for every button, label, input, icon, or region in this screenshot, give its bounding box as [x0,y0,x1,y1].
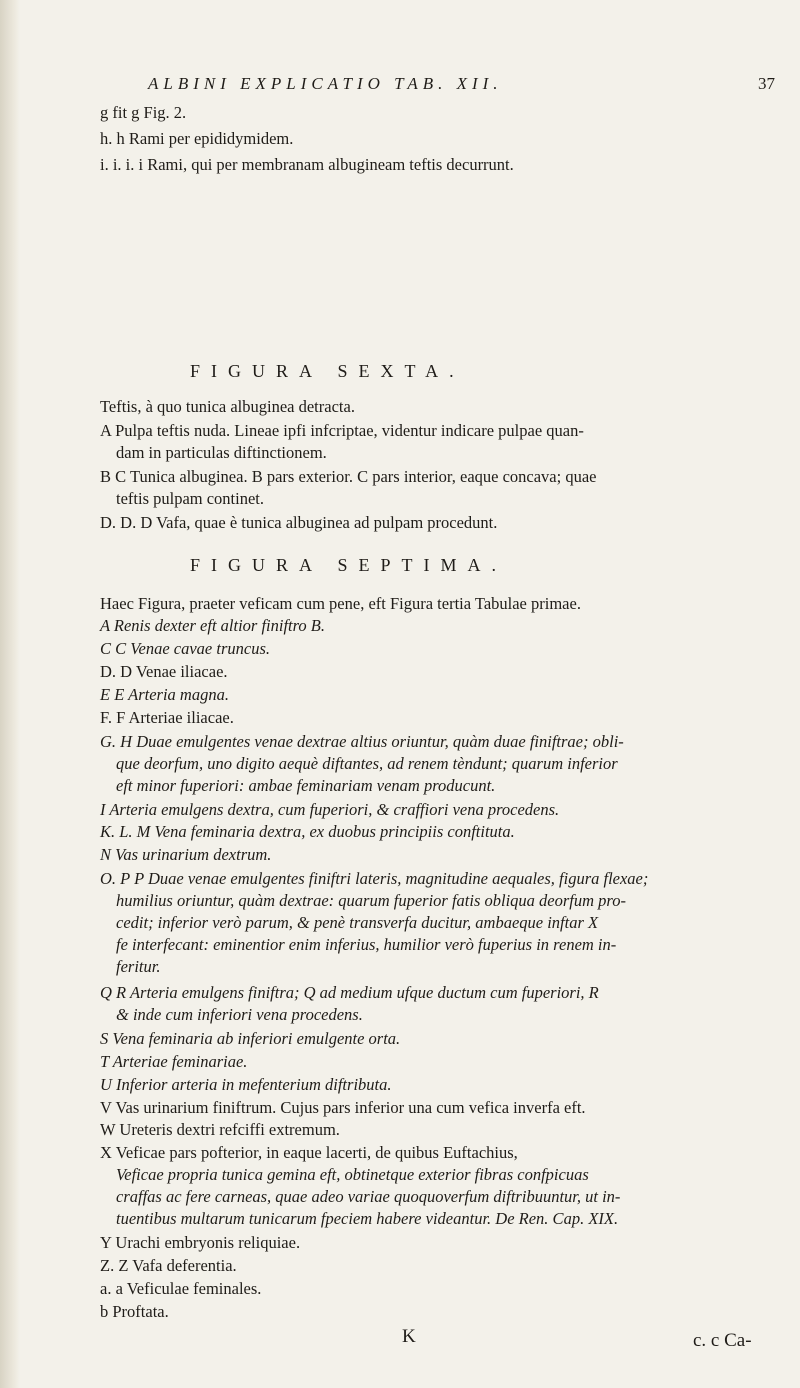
text-line: fe interfecant: eminentior enim inferius, humilior verò fuperius in renem in- [116,935,617,954]
text-line: F. F Arteriae iliacae. [100,708,234,727]
text-line: V Vas urinarium finiftrum. Cujus pars inferior una cum vefica inverfa eft. [100,1098,586,1117]
text-line: C C Venae cavae truncus. [100,639,271,658]
figura-septima-heading: FIGURA SEPTIMA. [190,555,508,575]
text-line: dam in particulas diftinctionem. [116,443,327,462]
text-line: O. P P Duae venae emulgentes finiftri lateris, magnitudine aequales, figura flexae; [100,869,649,888]
text-line: D. D Venae iliacae. [100,662,228,681]
text-line: X Veficae pars pofterior, in eaque lacerti, de quibus Euftachius, [100,1143,518,1162]
text-line: tuentibus multarum tunicarum fpeciem habere videantur. De Ren. Cap. XIX. [116,1209,619,1228]
text-line: teftis pulpam continet. [116,489,265,508]
text-line: A Pulpa teftis nuda. Lineae ipfi infcriptae, videntur indicare pulpae quan- [100,421,584,440]
text-line: a. a Veficulae feminales. [100,1279,262,1298]
text-line: que deorfum, uno digito aequè diftantes, ad renem tèndunt; quarum inferior [116,754,618,773]
text-line: b Proftata. [100,1302,169,1321]
text-line: eft minor fuperiori: ambae feminariam venam producunt. [116,776,496,795]
page-number: 37 [758,74,775,93]
text-line: i. i. i. i Rami, qui per membranam albugineam teftis decurrunt. [100,155,514,174]
text-line: A Renis dexter eft altior finiftro B. [100,616,326,635]
text-line: & inde cum inferiori vena procedens. [116,1005,363,1024]
text-line: Z. Z Vafa deferentia. [100,1256,237,1275]
text-line: T Arteriae feminariae. [100,1052,248,1071]
text-line: g fit g Fig. 2. [100,103,187,122]
running-header: ALBINI EXPLICATIO TAB. XII. [148,74,503,93]
text-line: feritur. [116,957,161,976]
text-line: Y Urachi embryonis reliquiae. [100,1233,301,1252]
text-line: U Inferior arteria in mefenterium diftributa. [100,1075,392,1094]
catchword: c. c Ca- [693,1330,752,1351]
text-line: W Ureteris dextri refciffi extremum. [100,1120,340,1139]
signature-mark: K [402,1326,416,1347]
text-line: humilius oriuntur, quàm dextrae: quarum fuperior fatis obliqua deorfum pro- [116,891,626,910]
text-line: I Arteria emulgens dextra, cum fuperiori, & craffiori vena procedens. [100,800,560,819]
text-line: Haec Figura, praeter veficam cum pene, eft Figura tertia Tabulae primae. [100,594,581,613]
text-line: Veficae propria tunica gemina eft, obtinetque exterior fibras confpicuas [116,1165,589,1184]
text-line: S Vena feminaria ab inferiori emulgente orta. [100,1029,401,1048]
text-line: E E Arteria magna. [100,685,229,704]
text-line: craffas ac fere carneas, quae adeo variae quoquoverfum diftribuuntur, ut in- [116,1187,621,1206]
text-line: cedit; inferior verò parum, & penè transverfa ducitur, ambaeque inftar X [116,913,599,932]
text-line: Q R Arteria emulgens finiftra; Q ad medium ufque ductum cum fuperiori, R [100,983,599,1002]
text-line: K. L. M Vena feminaria dextra, ex duobus principiis conftituta. [100,822,515,841]
text-line: Teftis, à quo tunica albuginea detracta. [100,397,355,416]
figura-sexta-heading: FIGURA SEXTA. [190,361,465,381]
text-line: N Vas urinarium dextrum. [100,845,272,864]
text-line: D. D. D Vafa, quae è tunica albuginea ad pulpam procedunt. [100,513,498,532]
text-line: B C Tunica albuginea. B pars exterior. C pars interior, eaque concava; quae [100,467,597,486]
text-line: G. H Duae emulgentes venae dextrae altius oriuntur, quàm duae finiftrae; obli- [100,732,624,751]
text-line: h. h Rami per epididymidem. [100,129,294,148]
